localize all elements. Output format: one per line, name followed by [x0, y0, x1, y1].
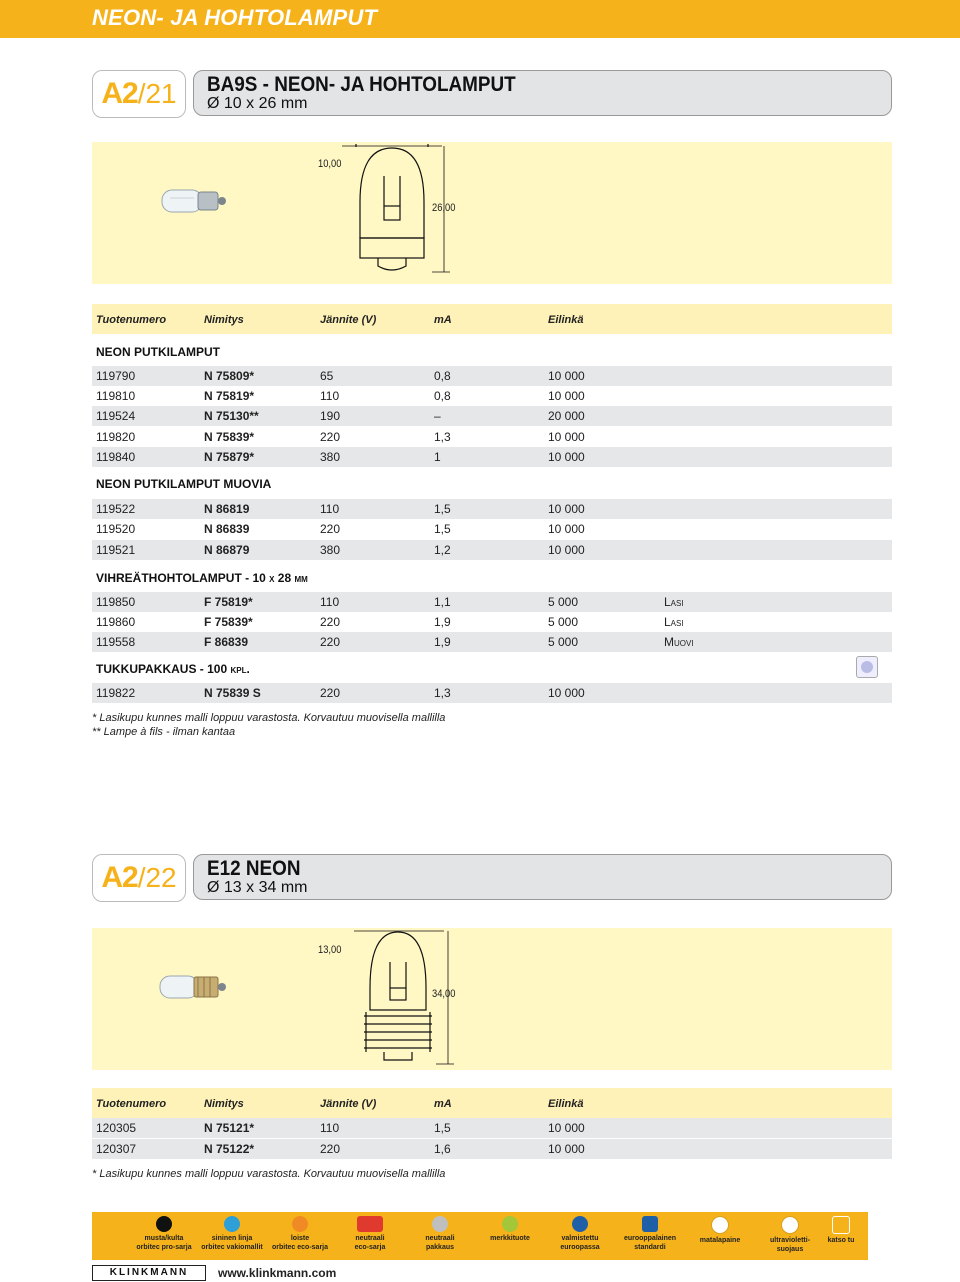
cell-voltage: 220	[320, 635, 341, 649]
cell-name: N 75819*	[204, 389, 255, 403]
group-title: NEON PUTKILAMPUT MUOVIA	[96, 477, 272, 491]
eu-made-icon	[572, 1216, 588, 1232]
col-header: Jännite (V)	[320, 1098, 377, 1110]
legend-item: neutraali eco-sarja	[332, 1216, 408, 1252]
cell-life: 10 000	[548, 430, 585, 444]
legend-item: valmistettu euroopassa	[542, 1216, 618, 1252]
cell-life: 10 000	[548, 450, 585, 464]
website-link[interactable]: www.klinkmann.com	[218, 1266, 337, 1280]
cell-code: 120307	[96, 1142, 137, 1156]
footnote: * Lasikupu kunnes malli loppuu varastosta. Korvautuu muovisella mallilla	[92, 1168, 446, 1180]
lamp-illustration	[92, 142, 892, 284]
table-row	[92, 1139, 892, 1159]
col-header: mA	[434, 314, 452, 326]
cell-life: 10 000	[548, 389, 585, 403]
cell-voltage: 110	[320, 389, 340, 403]
col-header: Eilinkä	[548, 314, 584, 326]
section-code-suffix: /21	[137, 78, 177, 109]
cell-name: N 75839 S	[204, 686, 261, 700]
company-logo: KLINKMANN	[92, 1265, 206, 1281]
cell-life: 10 000	[548, 543, 585, 557]
eco-icon	[357, 1216, 383, 1232]
cell-ma: 0,8	[434, 389, 451, 403]
section-heading	[193, 70, 892, 116]
table-row	[92, 632, 892, 652]
cell-code: 119822	[96, 686, 136, 700]
cell-voltage: 220	[320, 522, 341, 536]
section-subtitle: Ø 10 x 26 mm	[207, 95, 308, 112]
cell-voltage: 65	[320, 369, 334, 383]
cell-voltage: 220	[320, 686, 341, 700]
table-row	[92, 519, 892, 539]
cell-name: F 75819*	[204, 595, 253, 609]
neutral-package-icon	[432, 1216, 448, 1232]
cell-voltage: 220	[320, 430, 341, 444]
footnote: ** Lampe à fils - ilman kantaa	[92, 726, 236, 738]
cell-ma: 0,8	[434, 369, 451, 383]
col-header: Nimitys	[204, 1098, 244, 1110]
cell-voltage: 110	[320, 1121, 340, 1135]
cell-code: 119840	[96, 450, 136, 464]
section-code-box	[92, 70, 186, 118]
cell-life: 10 000	[548, 502, 585, 516]
cell-life: 10 000	[548, 369, 585, 383]
cell-ma: 1,2	[434, 543, 451, 557]
cell-name: N 86879	[204, 543, 250, 557]
cell-ma: 1,9	[434, 635, 451, 649]
footnote: * Lasikupu kunnes malli loppuu varastosta. Korvautuu muovisella mallilla	[92, 712, 446, 724]
cell-name: N 75130**	[204, 409, 259, 423]
cell-ma: –	[434, 409, 441, 423]
see-also-icon	[832, 1216, 850, 1234]
cell-name: N 75122*	[204, 1142, 255, 1156]
legend-item: matalapaine	[682, 1216, 758, 1245]
dimension-width: 10,00	[318, 158, 342, 170]
product-image-panel	[92, 142, 892, 284]
brand-product-icon	[502, 1216, 518, 1232]
cell-name: N 75809*	[204, 369, 255, 383]
cell-code: 119790	[96, 369, 136, 383]
table-row	[92, 1118, 892, 1138]
col-header: Tuotenumero	[96, 314, 167, 326]
cell-voltage: 380	[320, 543, 341, 557]
cell-name: F 75839*	[204, 615, 253, 629]
page-title: NEON- JA HOHTOLAMPUT	[92, 5, 378, 30]
cell-life: 20 000	[548, 409, 585, 423]
col-header: Nimitys	[204, 314, 244, 326]
legend-item: merkkituote	[472, 1216, 548, 1243]
cell-name: N 86839	[204, 522, 250, 536]
cell-ma: 1,1	[434, 595, 451, 609]
lamp-illustration	[92, 928, 892, 1070]
ce-icon	[642, 1216, 658, 1232]
cell-name: N 75879*	[204, 450, 255, 464]
cell-voltage: 110	[320, 502, 340, 516]
section-code-prefix: A2	[101, 861, 138, 894]
group-title: VIHREÄTHOHTOLAMPUT - 10 x 28 mm	[96, 571, 308, 585]
product-image-panel	[92, 928, 892, 1070]
cell-material: Lasi	[664, 615, 684, 629]
legend-item: ultravioletti- suojaus	[752, 1216, 828, 1254]
cell-life: 10 000	[548, 686, 585, 700]
section-code-suffix: /22	[137, 862, 177, 893]
table-row	[92, 499, 892, 519]
col-header: mA	[434, 1098, 452, 1110]
section-subtitle: Ø 13 x 34 mm	[207, 879, 308, 896]
table-row	[92, 683, 892, 703]
table-row	[92, 612, 892, 632]
cell-name: N 86819	[204, 502, 250, 516]
lamp-photo	[160, 976, 226, 998]
col-header: Tuotenumero	[96, 1098, 167, 1110]
legend-item: sininen linja orbitec vakiomallit	[194, 1216, 270, 1252]
cell-code: 119521	[96, 543, 136, 557]
table-header	[92, 304, 892, 334]
cell-life: 5 000	[548, 635, 579, 649]
cell-code: 119810	[96, 389, 136, 403]
cell-code: 119558	[96, 635, 136, 649]
cell-voltage: 380	[320, 450, 341, 464]
cell-material: Muovi	[664, 635, 694, 649]
cell-ma: 1	[434, 450, 441, 464]
cell-code: 119522	[96, 502, 136, 516]
cell-code: 120305	[96, 1121, 137, 1135]
cell-voltage: 110	[320, 595, 340, 609]
cell-code: 119520	[96, 522, 136, 536]
table-row	[92, 386, 892, 406]
cell-ma: 1,3	[434, 686, 451, 700]
dimension-height: 26,00	[432, 202, 456, 214]
legend-item: eurooppalainen standardi	[612, 1216, 688, 1252]
black-gold-icon	[156, 1216, 172, 1232]
blue-line-icon	[224, 1216, 240, 1232]
section-heading	[193, 854, 892, 900]
glow-icon	[292, 1216, 308, 1232]
cell-life: 5 000	[548, 615, 579, 629]
table-row	[92, 427, 892, 447]
group-title: TUKKUPAKKAUS - 100 kpl.	[96, 662, 250, 676]
cell-life: 10 000	[548, 522, 585, 536]
page-header-bar	[0, 0, 960, 38]
legend-item: neutraali pakkaus	[402, 1216, 478, 1252]
table-row	[92, 592, 892, 612]
table-row	[92, 540, 892, 560]
cell-ma: 1,5	[434, 1121, 451, 1135]
col-header: Eilinkä	[548, 1098, 584, 1110]
table-row	[92, 366, 892, 386]
cell-ma: 1,6	[434, 1142, 451, 1156]
uv-stop-icon	[781, 1216, 799, 1234]
section-code-box	[92, 854, 186, 902]
cell-code: 119860	[96, 615, 136, 629]
cell-life: 10 000	[548, 1142, 585, 1156]
legend-item: musta/kulta orbitec pro-sarja	[126, 1216, 202, 1252]
package-icon	[856, 656, 878, 678]
cell-code: 119850	[96, 595, 136, 609]
lamp-photo	[162, 190, 226, 212]
table-row	[92, 447, 892, 467]
cell-code: 119820	[96, 430, 136, 444]
cell-life: 5 000	[548, 595, 579, 609]
cell-voltage: 220	[320, 615, 341, 629]
cell-material: Lasi	[664, 595, 684, 609]
section-title: BA9S - NEON- JA HOHTOLAMPUT	[207, 73, 516, 96]
cell-ma: 1,5	[434, 502, 451, 516]
cell-voltage: 190	[320, 409, 341, 423]
col-header: Jännite (V)	[320, 314, 377, 326]
cell-name: N 75121*	[204, 1121, 255, 1135]
legend-item: loiste orbitec eco-sarja	[262, 1216, 338, 1252]
cell-life: 10 000	[548, 1121, 585, 1135]
cell-ma: 1,5	[434, 522, 451, 536]
low-pressure-icon	[711, 1216, 729, 1234]
cell-voltage: 220	[320, 1142, 341, 1156]
table-header	[92, 1088, 892, 1118]
section-code-prefix: A2	[101, 77, 138, 110]
cell-code: 119524	[96, 409, 136, 423]
cell-ma: 1,3	[434, 430, 451, 444]
cell-ma: 1,9	[434, 615, 451, 629]
section-title: E12 NEON	[207, 857, 301, 880]
legend-item: katso tu	[816, 1216, 866, 1245]
group-title: NEON PUTKILAMPUT	[96, 345, 220, 359]
table-row	[92, 406, 892, 426]
dimension-height: 34,00	[432, 988, 456, 1000]
cell-name: F 86839	[204, 635, 249, 649]
dimension-width: 13,00	[318, 944, 342, 956]
cell-name: N 75839*	[204, 430, 255, 444]
